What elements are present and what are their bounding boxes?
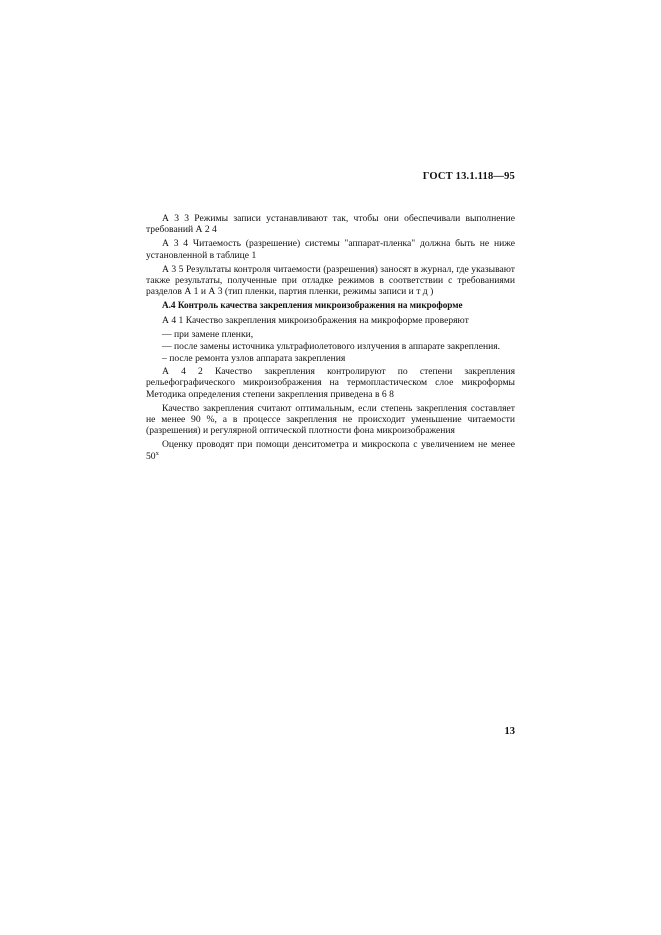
page-number: 13 [504, 726, 515, 737]
list-item: — после замены источника ультрафиолетового излучения в аппарате закрепления. [162, 341, 501, 353]
list-item: — при замене пленки, [162, 328, 254, 340]
paragraph-a33: А 3 3 Режимы записи устанавливают так, чтобы они обеспечивали выполнение требований А 2 4 [146, 213, 515, 236]
document-header-standard-id: ГОСТ 13.1.118—95 [422, 171, 515, 182]
magnification-value: 50 [146, 450, 156, 462]
paragraph-a42: А 4 2 Качество закрепления контролируют по степени закрепления рельефографического микроизображения на термопластическом слое микроформы Методика определения степени закрепления приведена в 6 8 [146, 365, 515, 400]
paragraph-a41: А 4 1 Качество закрепления микроизображения на микроформе проверяют [162, 314, 469, 326]
section-heading-a4: А.4 Контроль качества закрепления микроизображения на микроформе [162, 300, 463, 311]
checklist-a41 [146, 329, 515, 365]
evaluation-text: Оценку проводят при помощи денситометра и микроскопа с увеличением не менее [162, 439, 515, 451]
paragraph-a34: А 3 4 Читаемость (разрешение) системы "аппарат-пленка" должна быть не ниже установленной в таблице 1 [146, 238, 515, 261]
list-item: – после ремонта узлов аппарата закрепления [162, 353, 346, 365]
paragraph-quality: Качество закрепления считают оптимальным, если степень закрепления составляет не менее 90 %, а в процессе закрепления не происходит уменьшение читаемости (разрешения) и регулярной оптической плотности фона микроизображения [146, 402, 515, 437]
paragraph-a35: А 3 5 Результаты контроля читаемости (разрешения) заносят в журнал, где указывают также результаты, полученные при отладке режимов в соответствии с требованиями разделов А 1 и А 3 (тип пленки, партия пленки, режимы записи и т д ) [146, 263, 515, 298]
document-body [146, 213, 515, 465]
paragraph-evaluation [146, 439, 515, 462]
magnification-superscript: х [155, 449, 159, 457]
